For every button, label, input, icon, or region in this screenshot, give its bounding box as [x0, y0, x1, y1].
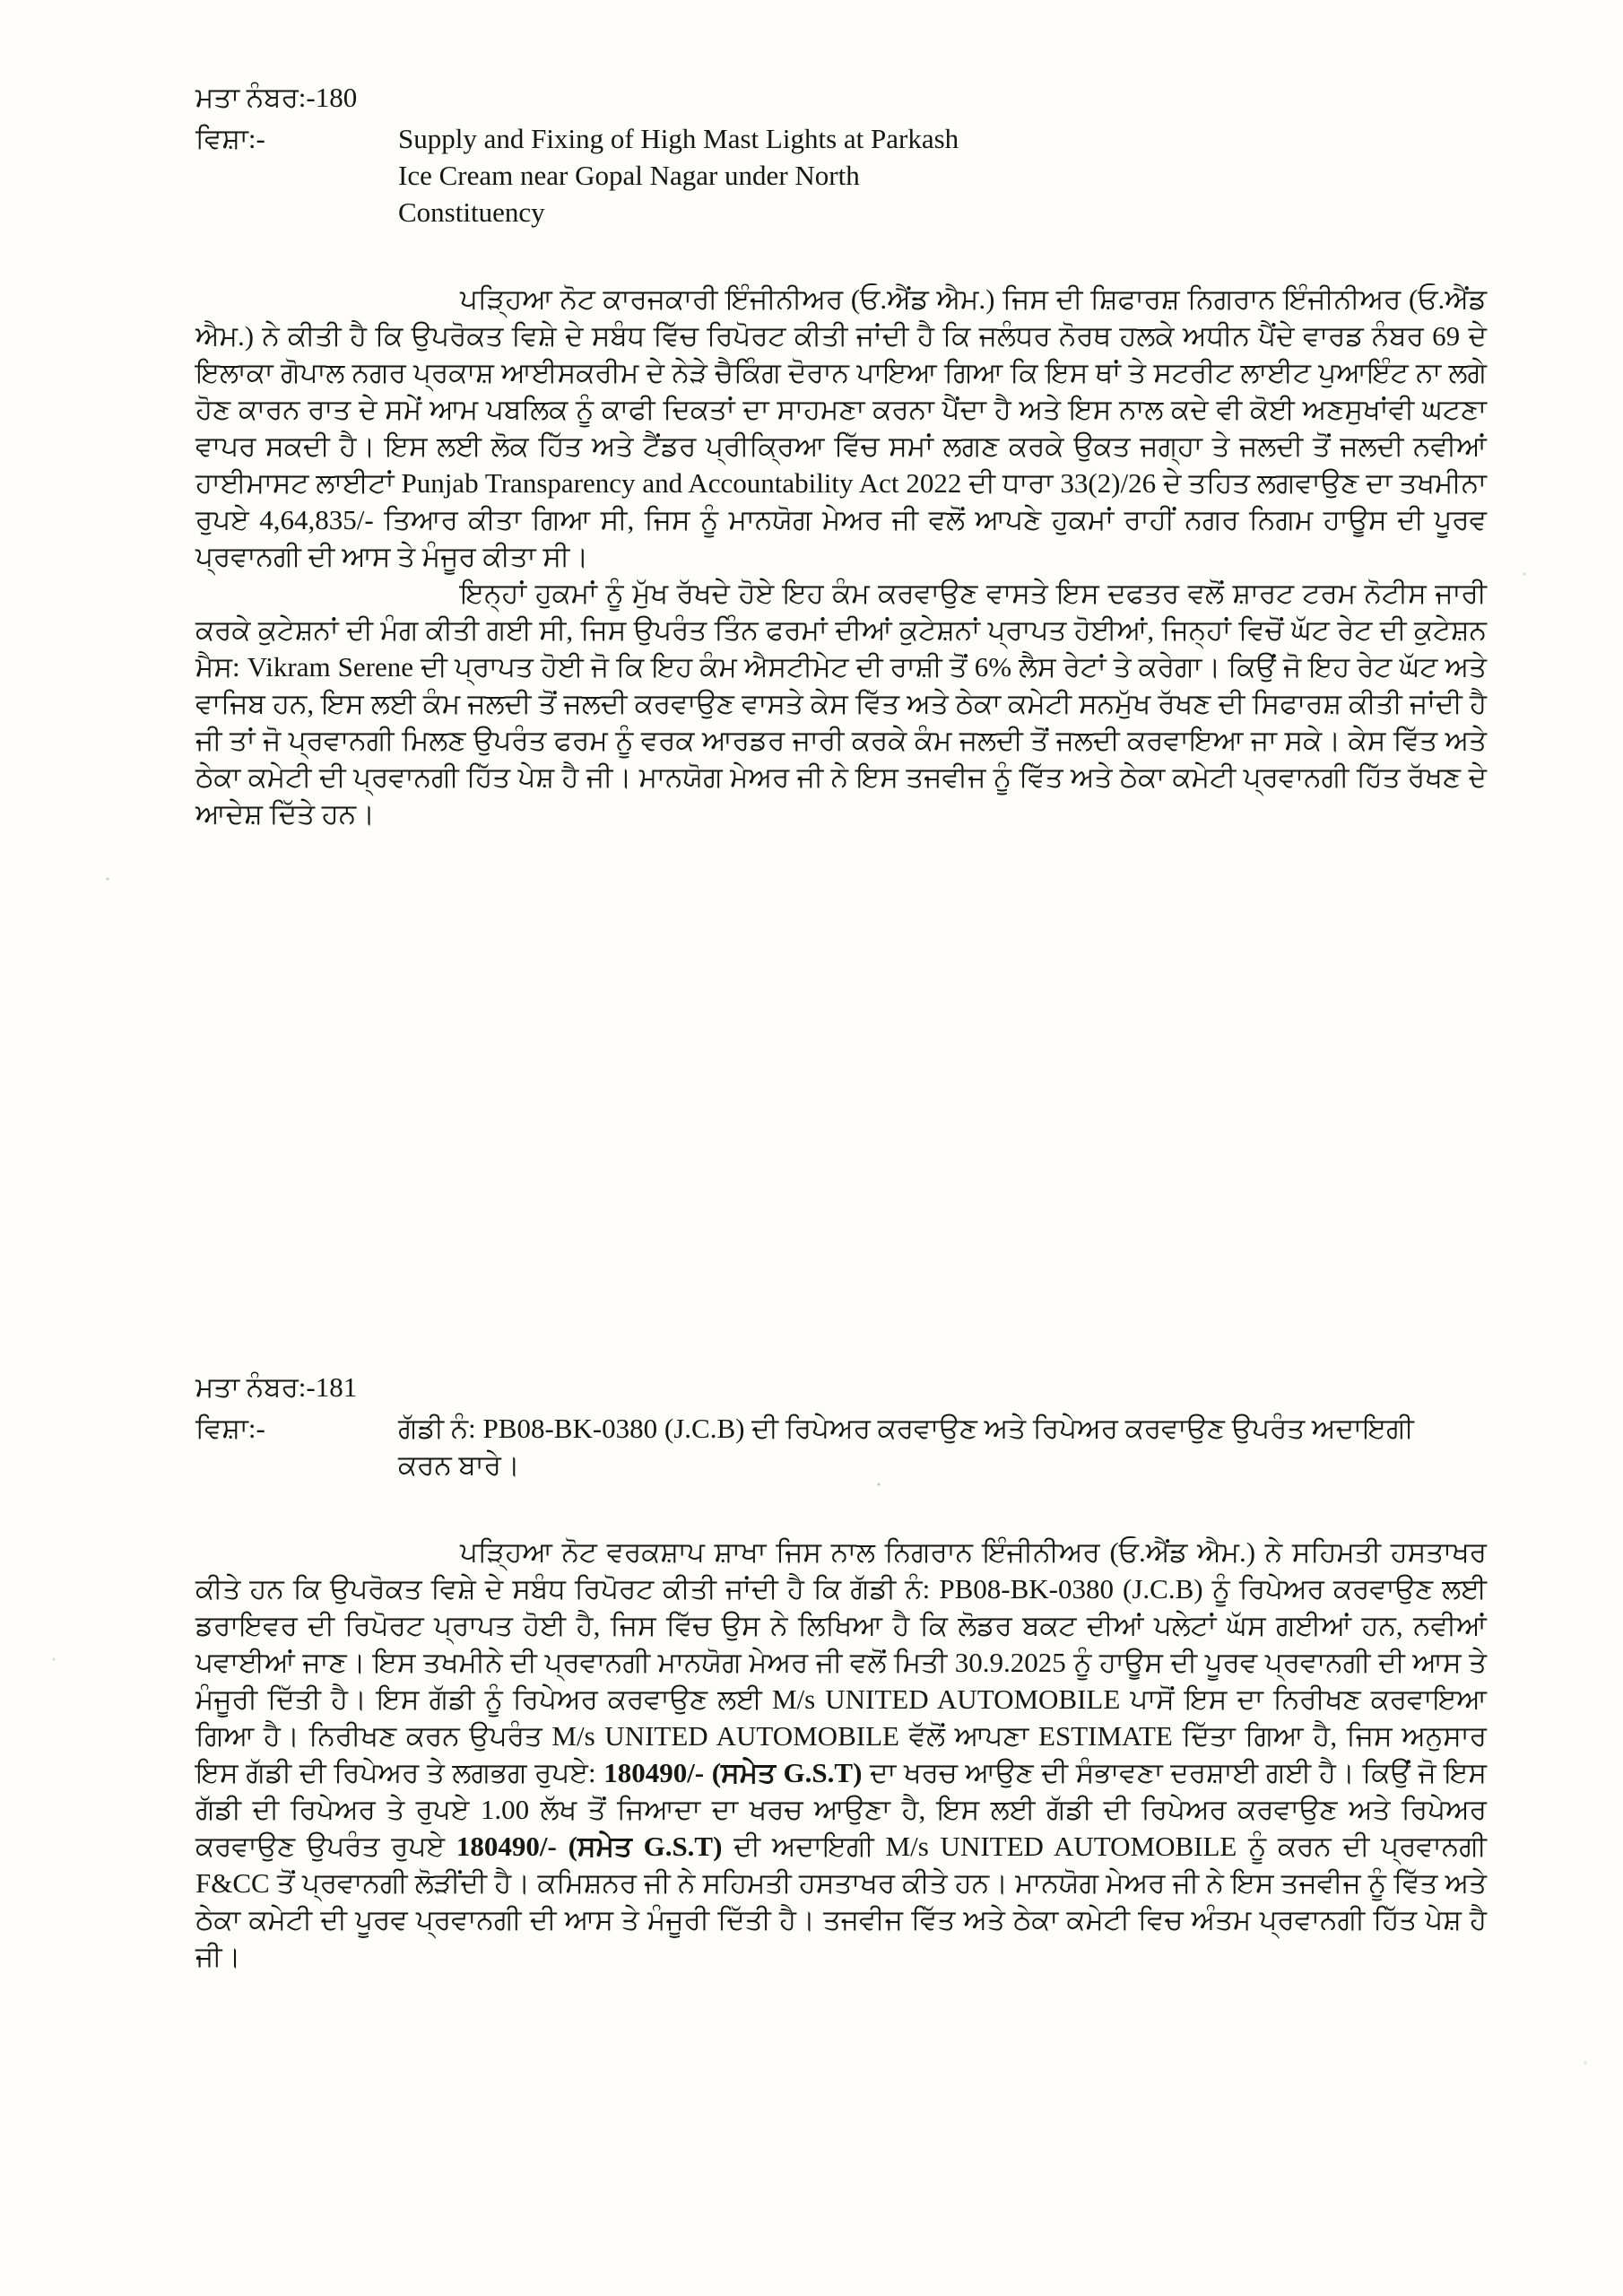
resolution-body — [195, 281, 1487, 832]
body-paragraph: ਪੜ੍ਹਿਆ ਨੋਟ ਕਾਰਜਕਾਰੀ ਇੰਜੀਨੀਅਰ (ਓ.ਐਂਡ ਐਮ.) ਜਿਸ ਦੀ ਸ਼ਿਫਾਰਸ਼ ਨਿਗਰਾਨ ਇੰਜੀਨੀਅਰ (ਓ.ਐਂਡ ਐਮ.) ਨੇ ਕੀਤੀ ਹੈ ਕਿ ਉਪਰੋਕਤ ਵਿਸ਼ੇ ਦੇ ਸਬੰਧ ਵਿੱਚ ਰਿਪੋਰਟ ਕੀਤੀ ਜਾਂਦੀ ਹੈ ਕਿ ਜਲੰਧਰ ਨੋਰਥ ਹਲਕੇ ਅਧੀਨ ਪੈਂਦੇ ਵਾਰਡ ਨੰਬਰ 69 ਦੇ ਇਲਾਕਾ ਗੋਪਾਲ ਨਗਰ ਪ੍ਰਕਾਸ਼ ਆਈਸਕਰੀਮ ਦੇ ਨੇੜੇ ਚੈਕਿੰਗ ਦੋਰਾਨ ਪਾਇਆ ਗਿਆ ਕਿ ਇਸ ਥਾਂ ਤੇ ਸਟਰੀਟ ਲਾਈਟ ਪੁਆਇੰਟ ਨਾ ਲਗੇ ਹੋਣ ਕਾਰਨ ਰਾਤ ਦੇ ਸਮੇਂ ਆਮ ਪਬਲਿਕ ਨੂੰ ਕਾਫੀ ਦਿਕਤਾਂ ਦਾ ਸਾਹਮਣਾ ਕਰਨਾ ਪੈਂਦਾ ਹੈ ਅਤੇ ਇਸ ਨਾਲ ਕਦੇ ਵੀ ਕੋਈ ਅਣਸੁਖਾਂਵੀ ਘਟਣਾ ਵਾਪਰ ਸਕਦੀ ਹੈ। ਇਸ ਲਈ ਲੋਕ ਹਿੱਤ ਅਤੇ ਟੈਂਡਰ ਪ੍ਰੀਕ੍ਰਿਆ ਵਿੱਚ ਸਮਾਂ ਲਗਣ ਕਰਕੇ ਉਕਤ ਜਗ੍ਹਾ ਤੇ ਜਲਦੀ ਤੋਂ ਜਲਦੀ ਨਵੀਆਂ ਹਾਈਮਾਸਟ ਲਾਈਟਾਂ Punjab Transparency and Accountability Act 2022 ਦੀ ਧਾਰਾ 33(2)/26 ਦੇ ਤਹਿਤ ਲਗਵਾਉਣ ਦਾ ਤਖਮੀਨਾ ਰੁਪਏ 4,64,835/- ਤਿਆਰ ਕੀਤਾ ਗਿਆ ਸੀ, ਜਿਸ ਨੂੰ ਮਾਨਯੋਗ ਮੇਅਰ ਜੀ ਵਲੋਂ ਆਪਣੇ ਹੁਕਮਾਂ ਰਾਹੀਂ ਨਗਰ ਨਿਗਮ ਹਾਊਸ ਦੀ ਪੂਰਵ ਪ੍ਰਵਾਨਗੀ ਦੀ ਆਸ ਤੇ ਮੰਜੂਰ ਕੀਤਾ ਸੀ। — [195, 283, 1488, 572]
subject-row — [195, 1410, 1487, 1483]
resolution-181-section — [195, 1369, 1487, 1975]
body-paragraph: ਇਨ੍ਹਾਂ ਹੁਕਮਾਂ ਨੂੰ ਮੁੱਖ ਰੱਖਦੇ ਹੋਏ ਇਹ ਕੰਮ ਕਰਵਾਉਣ ਵਾਸਤੇ ਇਸ ਦਫਤਰ ਵਲੋਂ ਸ਼ਾਰਟ ਟਰਮ ਨੋਟੀਸ ਜਾਰੀ ਕਰਕੇ ਕੁਟੇਸ਼ਨਾਂ ਦੀ ਮੰਗ ਕੀਤੀ ਗਈ ਸੀ, ਜਿਸ ਉਪਰੰਤ ਤਿੰਨ ਫਰਮਾਂ ਦੀਆਂ ਕੁਟੇਸ਼ਨਾਂ ਪ੍ਰਾਪਤ ਹੋਈਆਂ, ਜਿਨ੍ਹਾਂ ਵਿਚੋਂ ਘੱਟ ਰੇਟ ਦੀ ਕੁਟੇਸ਼ਨ ਮੈਸ: Vikram Serene ਦੀ ਪ੍ਰਾਪਤ ਹੋਈ ਜੋ ਕਿ ਇਹ ਕੰਮ ਐਸਟੀਮੇਟ ਦੀ ਰਾਸ਼ੀ ਤੋਂ 6% ਲੈਸ ਰੇਟਾਂ ਤੇ ਕਰੇਗਾ। ਕਿਉਂ ਜੋ ਇਹ ਰੇਟ ਘੱਟ ਅਤੇ ਵਾਜਿਬ ਹਨ, ਇਸ ਲਈ ਕੰਮ ਜਲਦੀ ਤੋਂ ਜਲਦੀ ਕਰਵਾਉਣ ਵਾਸਤੇ ਕੇਸ ਵਿੱਤ ਅਤੇ ਠੇਕਾ ਕਮੇਟੀ ਸਨਮੁੱਖ ਰੱਖਣ ਦੀ ਸਿਫਾਰਸ਼ ਕੀਤੀ ਜਾਂਦੀ ਹੈ ਜੀ ਤਾਂ ਜੋ ਪ੍ਰਵਾਨਗੀ ਮਿਲਣ ਉਪਰੰਤ ਫਰਮ ਨੂੰ ਵਰਕ ਆਰਡਰ ਜਾਰੀ ਕਰਕੇ ਕੰਮ ਜਲਦੀ ਤੋਂ ਜਲਦੀ ਕਰਵਾਇਆ ਜਾ ਸਕੇ। ਕੇਸ ਵਿੱਤ ਅਤੇ ਠੇਕਾ ਕਮੇਟੀ ਦੀ ਪ੍ਰਵਾਨਗੀ ਹਿੱਤ ਪੇਸ਼ ਹੈ ਜੀ। ਮਾਨਯੋਗ ਮੇਅਰ ਜੀ ਨੇ ਇਸ ਤਜਵੀਜ ਨੂੰ ਵਿੱਤ ਅਤੇ ਠੇਕਾ ਕਮੇਟੀ ਪ੍ਰਵਾਨਗੀ ਹਿੱਤ ਰੱਖਣ ਦੇ ਆਦੇਸ਼ ਦਿੱਤੇ ਹਨ। — [195, 578, 1487, 830]
subject-label: ਵਿਸ਼ਾ:- — [195, 123, 265, 154]
resolution-number-heading: ਮਤਾ ਨੰਬਰ:-181 — [195, 1371, 358, 1403]
body-paragraph: ਪੜ੍ਹਿਆ ਨੋਟ ਵਰਕਸ਼ਾਪ ਸ਼ਾਖਾ ਜਿਸ ਨਾਲ ਨਿਗਰਾਨ ਇੰਜੀਨੀਅਰ (ਓ.ਐਂਡ ਐਮ.) ਨੇ ਸਹਿਮਤੀ ਹਸਤਾਖਰ ਕੀਤੇ ਹਨ ਕਿ ਉਪਰੋਕਤ ਵਿਸ਼ੇ ਦੇ ਸਬੰਧ ਰਿਪੋਰਟ ਕੀਤੀ ਜਾਂਦੀ ਹੈ ਕਿ ਗੱਡੀ ਨੰ: PB08-BK-0380 (J.C.B) ਨੂੰ ਰਿਪੇਅਰ ਕਰਵਾਉਣ ਲਈ ਡਰਾਇਵਰ ਦੀ ਰਿਪੋਰਟ ਪ੍ਰਾਪਤ ਹੋਈ ਹੈ, ਜਿਸ ਵਿੱਚ ਉਸ ਨੇ ਲਿਖਿਆ ਹੈ ਕਿ ਲੋਡਰ ਬਕਟ ਦੀਆਂ ਪਲੇਟਾਂ ਘੱਸ ਗਈਆਂ ਹਨ, ਨਵੀਆਂ ਪਵਾਈਆਂ ਜਾਣ। ਇਸ ਤਖਮੀਨੇ ਦੀ ਪ੍ਰਵਾਨਗੀ ਮਾਨਯੋਗ ਮੇਅਰ ਜੀ ਵਲੋਂ ਮਿਤੀ 30.9.2025 ਨੂੰ ਹਾਊਸ ਦੀ ਪੂਰਵ ਪ੍ਰਵਾਨਗੀ ਦੀ ਆਸ ਤੇ ਮੰਜੂਰੀ ਦਿੱਤੀ ਹੈ। ਇਸ ਗੱਡੀ ਨੂੰ ਰਿਪੇਅਰ ਕਰਵਾਉਣ ਲਈ M/s UNITED AUTOMOBILE ਪਾਸੋਂ ਇਸ ਦਾ ਨਿਰੀਖਣ ਕਰਵਾਇਆ ਗਿਆ ਹੈ। ਨਿਰੀਖਣ ਕਰਨ ਉਪਰੰਤ M/s UNITED AUTOMOBILE ਵੱਲੋਂ ਆਪਣਾ ESTIMATE ਦਿੱਤਾ ਗਿਆ ਹੈ, ਜਿਸ ਅਨੁਸਾਰ ਇਸ ਗੱਡੀ ਦੀ ਰਿਪੇਅਰ ਤੇ ਲਗਭਗ ਰੁਪਏ: 180490/- (ਸਮੇਤ G.S.T) ਦਾ ਖਰਚ ਆਉਣ ਦੀ ਸੰਭਾਵਣਾ ਦਰਸ਼ਾਈ ਗਈ ਹੈ। ਕਿਉਂ ਜੋ ਇਸ ਗੱਡੀ ਦੀ ਰਿਪੇਅਰ ਤੇ ਰੁਪਏ 1.00 ਲੱਖ ਤੋਂ ਜਿਆਦਾ ਦਾ ਖਰਚ ਆਉਣਾ ਹੈ, ਇਸ ਲਈ ਗੱਡੀ ਦੀ ਰਿਪੇਅਰ ਕਰਵਾਉਣ ਅਤੇ ਰਿਪੇਅਰ ਕਰਵਾਉਣ ਉਪਰੰਤ ਰੁਪਏ 180490/- (ਸਮੇਤ G.S.T) ਦੀ ਅਦਾਇਗੀ M/s UNITED AUTOMOBILE ਨੂੰ ਕਰਨ ਦੀ ਪ੍ਰਵਾਨਗੀ F&CC ਤੋਂ ਪ੍ਰਵਾਨਗੀ ਲੋੜੀਂਦੀ ਹੈ। ਕਮਿਸ਼ਨਰ ਜੀ ਨੇ ਸਹਿਮਤੀ ਹਸਤਾਖਰ ਕੀਤੇ ਹਨ। ਮਾਨਯੋਗ ਮੇਅਰ ਜੀ ਨੇ ਇਸ ਤਜਵੀਜ ਨੂੰ ਵਿੱਤ ਅਤੇ ਠੇਕਾ ਕਮੇਟੀ ਦੀ ਪੂਰਵ ਪ੍ਰਵਾਨਗੀ ਦੀ ਆਸ ਤੇ ਮੰਜੂਰੀ ਦਿੱਤੀ ਹੈ। ਤਜਵੀਜ ਵਿੱਤ ਅਤੇ ਠੇਕਾ ਕਮੇਟੀ ਵਿਚ ਅੰਤਮ ਪ੍ਰਵਾਨਗੀ ਹਿੱਤ ਪੇਸ਼ ਹੈ ਜੀ। — [195, 1536, 1487, 1972]
subject-row — [195, 120, 1487, 230]
resolution-number-heading: ਮਤਾ ਨੰਬਰ:-180 — [195, 82, 358, 113]
subject-label: ਵਿਸ਼ਾ:- — [195, 1413, 265, 1444]
subject-text: ਗੱਡੀ ਨੰ: PB08-BK-0380 (J.C.B) ਦੀ ਰਿਪੇਅਰ ਕਰਵਾਉਣ ਅਤੇ ਰਿਪੇਅਰ ਕਰਵਾਉਣ ਉਪਰੰਤ ਅਦਾਇਗੀ ਕਰਨ ਬਾਰੇ। — [398, 1413, 1414, 1481]
subject-text: Supply and Fixing of High Mast Lights at Parkash Ice Cream near Gopal Nagar under North Constituency — [398, 123, 959, 228]
resolution-180-section — [195, 79, 1487, 832]
resolution-body — [195, 1534, 1487, 1975]
